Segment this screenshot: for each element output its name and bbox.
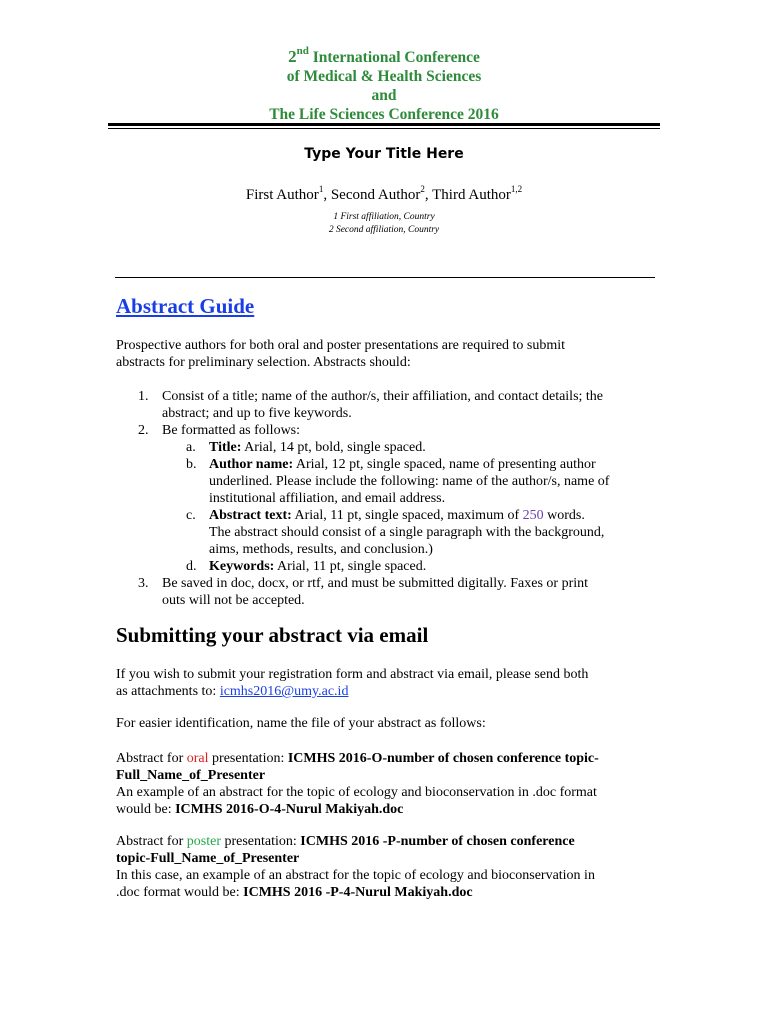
- list-item-1: Consist of a title; name of the author/s, their affiliation, and contact details; the abstract; and up to five keywords.: [162, 389, 604, 421]
- submit-heading: Submitting your abstract via email: [116, 623, 429, 647]
- sublist-letter: c.: [186, 508, 196, 523]
- sublist-letter: a.: [186, 440, 196, 455]
- header-line-3: and: [371, 87, 397, 105]
- oral-word: oral: [186, 751, 209, 766]
- list-number: 3.: [138, 576, 149, 591]
- author-list: First Author$^1$, Second Author$^2$, Third Author$^{1,2}$: [245, 184, 523, 203]
- list-item-2: Be formatted as follows:: [162, 423, 301, 438]
- header-line-2: of Medical & Health Sciences: [286, 68, 482, 86]
- header-rule-thin: [108, 128, 660, 129]
- paper-title: Type Your Title Here: [304, 146, 464, 162]
- poster-word: poster: [186, 834, 221, 849]
- affiliation-1: 1 First affiliation, Country: [333, 212, 435, 222]
- author-2: Second Author: [330, 187, 421, 203]
- sublist-item-d: Keywords: Arial, 11 pt, single spaced.: [209, 559, 427, 574]
- header-line-4: The Life Sciences Conference 2016: [269, 106, 499, 124]
- list-number: 1.: [138, 389, 149, 404]
- word-limit-value: 250: [522, 508, 544, 523]
- header-line-1: 2nd International Conference: [288, 45, 480, 67]
- guide-intro: Prospective authors for both oral and poster presentations are required to submit abstracts for preliminary selection. Abstracts should:: [116, 338, 566, 370]
- email-link[interactable]: icmhs2016@umy.ac.id: [219, 684, 349, 699]
- oral-naming-block: Abstract for oral presentation: ICMHS 2016-O-number of chosen conference topic- Full_Name_of_Presenter An example of an abstract for the topic of ecology and bioconservation in .doc format would be: ICMHS 2016-O-4-Nurul Makiyah.doc: [116, 751, 599, 817]
- sublist-letter: b.: [186, 457, 197, 472]
- author-3: Third Author: [432, 187, 511, 203]
- affiliation-2: 2 Second affiliation, Country: [328, 225, 440, 235]
- abstract-guide-heading: Abstract Guide: [116, 294, 255, 318]
- conference-header: [0, 44, 768, 124]
- sublist-item-a: Title: Arial, 14 pt, bold, single spaced.: [209, 440, 426, 455]
- sublist-item-b: Author name: Arial, 12 pt, single spaced, name of presenting author underlined. Please include the following: name of the author/s, name of institutional affiliation, and email address.: [209, 457, 610, 506]
- section-divider: [115, 277, 655, 278]
- submit-paragraph-2: For easier identification, name the file of your abstract as follows:: [116, 716, 486, 731]
- list-number: 2.: [138, 423, 149, 438]
- sublist-item-c: Abstract text: Arial, 11 pt, single spaced, maximum of 250 words. The abstract should consist of a single paragraph with the background, aims, methods, results, and conclusion.): [209, 508, 605, 557]
- author-1: First Author: [245, 187, 319, 203]
- submit-paragraph-1: If you wish to submit your registration form and abstract via email, please send both as attachments to: icmhs2016@umy.ac.id: [116, 667, 589, 699]
- header-rule-thick: [108, 123, 660, 126]
- list-item-3: Be saved in doc, docx, or rtf, and must be submitted digitally. Faxes or print outs will not be accepted.: [162, 576, 589, 608]
- poster-naming-block: Abstract for poster presentation: ICMHS 2016 -P-number of chosen conference topic-Full_Name_of_Presenter In this case, an example of an abstract for the topic of ecology and bioconservation in .doc format would be: ICMHS 2016 -P-4-Nurul Makiyah.doc: [116, 834, 595, 900]
- sublist-letter: d.: [186, 559, 197, 574]
